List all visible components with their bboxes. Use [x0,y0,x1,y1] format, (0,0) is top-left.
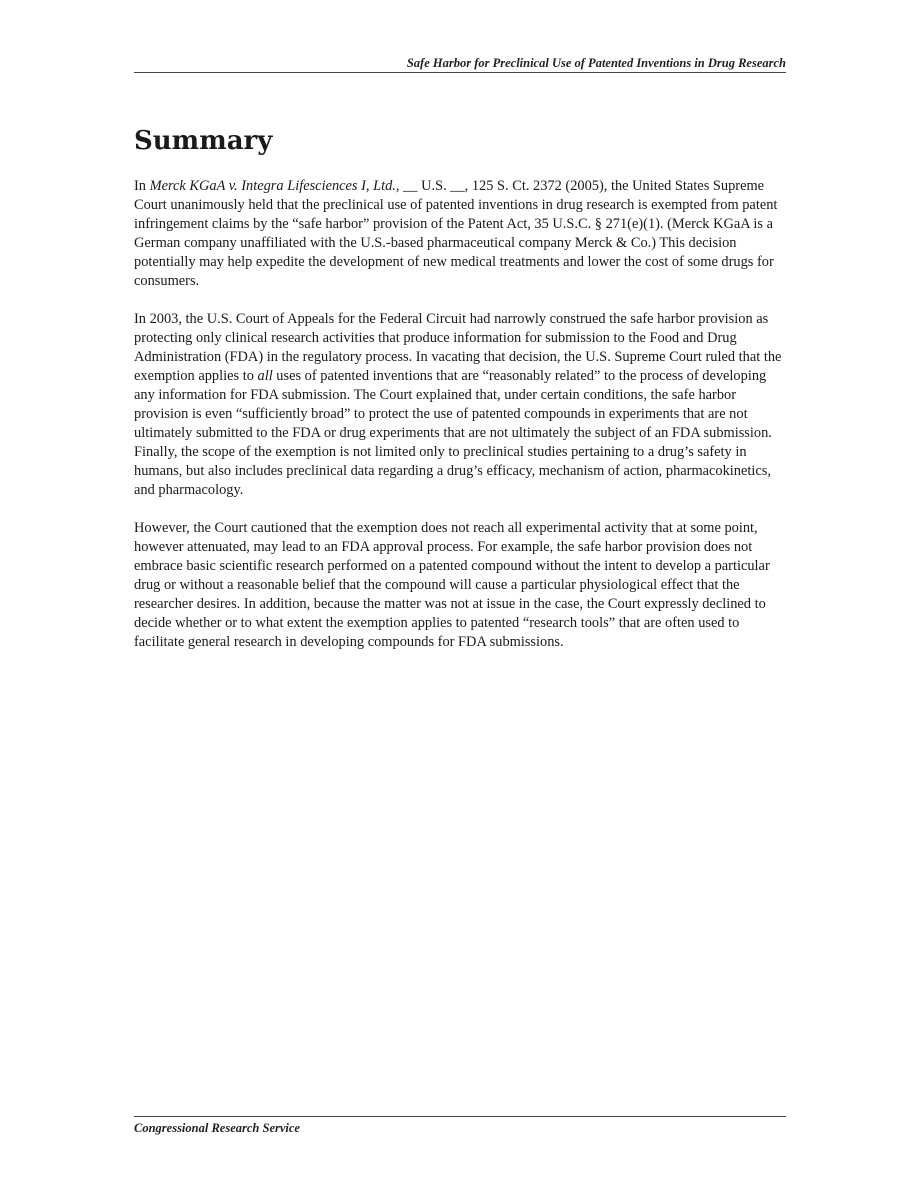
footer-divider [134,1116,786,1117]
paragraph-2-text-start: In 2003, the U.S. Court of Appeals for the Federal Circuit had narrowly construed the safe harbor provision as protecting only clinical research activities that produce information for submission to the Food and Drug Administration (FDA) in the regulatory process. In vacating that decision, the U.S. Supreme Court ruled that the exemption applies to [134,311,782,384]
paragraph-1-text-end: , __ U.S. __, 125 S. Ct. 2372 (2005), the United States Supreme Court unanimously held that the preclinical use of patented inventions in drug research is exempted from patent infringement claims by the “safe harbor” provision of the Patent Act, 35 U.S.C. § 271(e)(1). (Merck KGaA is a German company unaffiliated with the U.S.-based pharmaceutical company Merck & Co.) This decision potentially may help expedite the development of new medical treatments and lower the cost of some drugs for consumers. [134,178,778,289]
running-footer: Congressional Research Service [134,1121,300,1135]
case-citation: Merck KGaA v. Integra Lifesciences I, Ltd. [149,178,396,194]
running-header: Safe Harbor for Preclinical Use of Patented Inventions in Drug Research [406,56,786,70]
paragraph-1 [134,177,788,291]
paragraph-3: However, the Court cautioned that the exemption does not reach all experimental activity that at some point, however attenuated, may lead to an FDA approval process. For example, the safe harbor provision does not embrace basic scientific research performed on a patented compound without the intent to develop a particular drug or without a reasonable belief that the compound will cause a particular physiological effect that the researcher desires. In addition, because the matter was not at issue in the case, the Court expressly declined to decide whether or to what extent the exemption applies to patented “research tools” that are often used to facilitate general research in developing compounds for FDA submissions. [134,520,770,650]
header-divider [134,72,786,73]
emphasis-all: all [257,368,273,384]
paragraph-2-text-end: uses of patented inventions that are “reasonably related” to the process of developing any information for FDA submission. The Court explained that, under certain conditions, the safe harbor provision is even “sufficiently broad” to protect the use of patented compounds in experiments that are not ultimately submitted to the FDA or drug experiments that are not ultimately the subject of an FDA submission. Finally, the scope of the exemption is not limited only to preclinical studies pertaining to a drug’s safety in humans, but also includes preclinical data regarding a drug’s efficacy, mechanism of action, pharmacokinetics, and pharmacology. [134,368,772,498]
summary-body [134,177,788,671]
paragraph-2 [134,310,788,500]
section-heading: Summary [134,126,273,156]
paragraph-1-text-start: In [134,178,150,194]
